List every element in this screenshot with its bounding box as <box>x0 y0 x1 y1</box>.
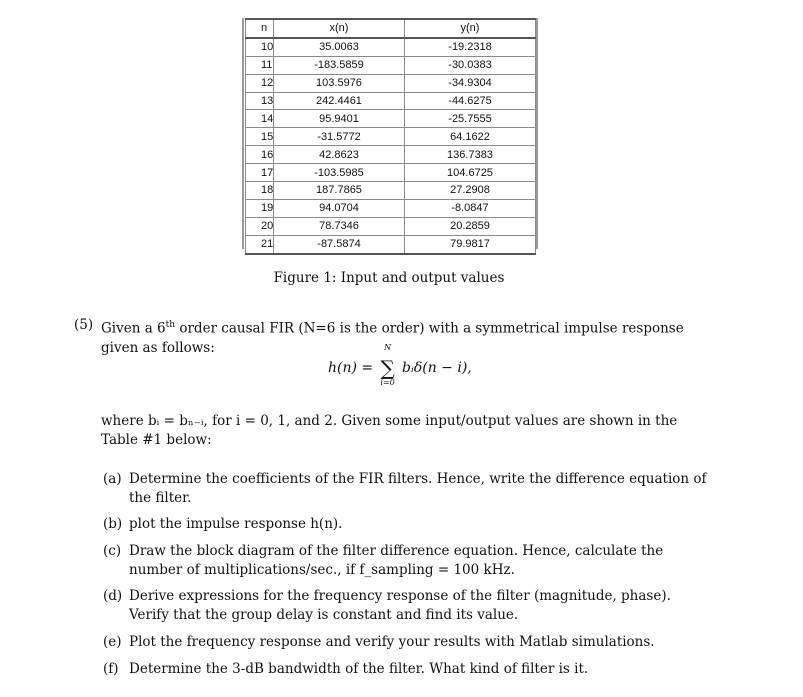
formula-lhs: h(n) = <box>328 360 374 376</box>
list-item-e <box>103 633 718 652</box>
table-left-border <box>242 18 244 249</box>
cell-x: 42.8623 <box>274 146 405 164</box>
table-row <box>246 146 536 164</box>
item-label: (f) <box>103 661 119 677</box>
table-header-row <box>246 19 536 38</box>
intro-pre: Given a 6 <box>101 320 166 337</box>
cell-x: -183.5859 <box>274 56 405 74</box>
item-text: Derive expressions for the frequency response of the filter (magnitude, phase). Verify that the group delay is constant and find its value. <box>129 588 671 623</box>
cell-x: 242.4461 <box>274 92 405 110</box>
cell-n: 12 <box>246 74 274 92</box>
table-row <box>246 217 536 235</box>
item-text: Plot the frequency response and verify your results with Matlab simulations. <box>129 634 655 650</box>
table-right-border <box>536 18 538 249</box>
item-text: Determine the coefficients of the FIR filters. Hence, write the difference equation of the filter. <box>129 471 707 506</box>
cell-x: 95.9401 <box>274 110 405 128</box>
cell-x: 78.7346 <box>274 217 405 235</box>
cell-n: 21 <box>246 235 274 253</box>
input-output-table <box>245 18 536 255</box>
cell-y: 136.7383 <box>405 146 536 164</box>
table-row <box>246 128 536 146</box>
list-item-c <box>103 542 718 580</box>
item-label: (b) <box>103 516 123 532</box>
sum-upper-limit: N <box>384 343 392 352</box>
header-x: x(n) <box>274 19 405 38</box>
table-row <box>246 56 536 74</box>
table-row <box>246 38 536 56</box>
where-text: where bᵢ = bₙ₋ᵢ, for i = 0, 1, and 2. Given some input/output values are shown in the Table #1 below: <box>101 413 678 448</box>
cell-n: 18 <box>246 182 274 200</box>
cell-x: -103.5985 <box>274 164 405 182</box>
intro-post: order causal FIR (N=6 is the order) with a symmetrical impulse response given as follows: <box>101 320 684 356</box>
list-item-b <box>103 515 718 534</box>
intro-sup: th <box>165 320 176 330</box>
table-row <box>246 164 536 182</box>
item-label: (e) <box>103 634 122 650</box>
cell-x: -87.5874 <box>274 235 405 253</box>
cell-n: 11 <box>246 56 274 74</box>
cell-y: -30.0383 <box>405 56 536 74</box>
cell-x: 94.0704 <box>274 199 405 217</box>
cell-n: 17 <box>246 164 274 182</box>
list-item-d <box>103 587 718 625</box>
cell-n: 14 <box>246 110 274 128</box>
cell-y: -44.6275 <box>405 92 536 110</box>
header-y: y(n) <box>405 19 536 38</box>
cell-n: 20 <box>246 217 274 235</box>
cell-x: 35.0063 <box>274 38 405 56</box>
cell-y: 79.9817 <box>405 235 536 253</box>
item-text: Determine the 3-dB bandwidth of the filter. What kind of filter is it. <box>129 661 589 677</box>
cell-n: 15 <box>246 128 274 146</box>
item-text: Draw the block diagram of the filter difference equation. Hence, calculate the number of multiplications/sec., if f_sampling = 100 kHz. <box>129 543 664 578</box>
cell-y: -8.0847 <box>405 199 536 217</box>
table-row <box>246 74 536 92</box>
item-label: (c) <box>103 543 122 559</box>
cell-n: 10 <box>246 38 274 56</box>
table-row <box>246 199 536 217</box>
table-row <box>246 182 536 200</box>
data-table-container <box>245 18 535 249</box>
table-row <box>246 110 536 128</box>
item-label: (d) <box>103 588 123 604</box>
sum-lower-limit: i=0 <box>380 378 395 387</box>
list-item-f <box>103 660 718 679</box>
cell-x: 187.7865 <box>274 182 405 200</box>
item-text: plot the impulse response h(n). <box>129 516 343 532</box>
cell-y: 27.2908 <box>405 182 536 200</box>
cell-n: 16 <box>246 146 274 164</box>
impulse-response-formula <box>328 343 472 387</box>
item-label: (a) <box>103 471 122 487</box>
figure-caption: Figure 1: Input and output values <box>273 270 505 286</box>
cell-y: -34.9304 <box>405 74 536 92</box>
cell-y: 64.1622 <box>405 128 536 146</box>
cell-y: -19.2318 <box>405 38 536 56</box>
header-n: n <box>246 19 274 38</box>
formula-rhs: bᵢδ(n − i), <box>402 360 472 376</box>
table-row <box>246 235 536 253</box>
cell-y: 104.6725 <box>405 164 536 182</box>
cell-n: 19 <box>246 199 274 217</box>
cell-n: 13 <box>246 92 274 110</box>
cell-y: 20.2859 <box>405 217 536 235</box>
question-number: (5) <box>74 317 94 333</box>
question-intro <box>101 316 711 358</box>
summation-symbol: ∑ N i=0 <box>378 356 398 380</box>
cell-x: -31.5772 <box>274 128 405 146</box>
table-row <box>246 92 536 110</box>
list-item-a <box>103 470 718 508</box>
cell-y: -25.7555 <box>405 110 536 128</box>
cell-x: 103.5976 <box>274 74 405 92</box>
